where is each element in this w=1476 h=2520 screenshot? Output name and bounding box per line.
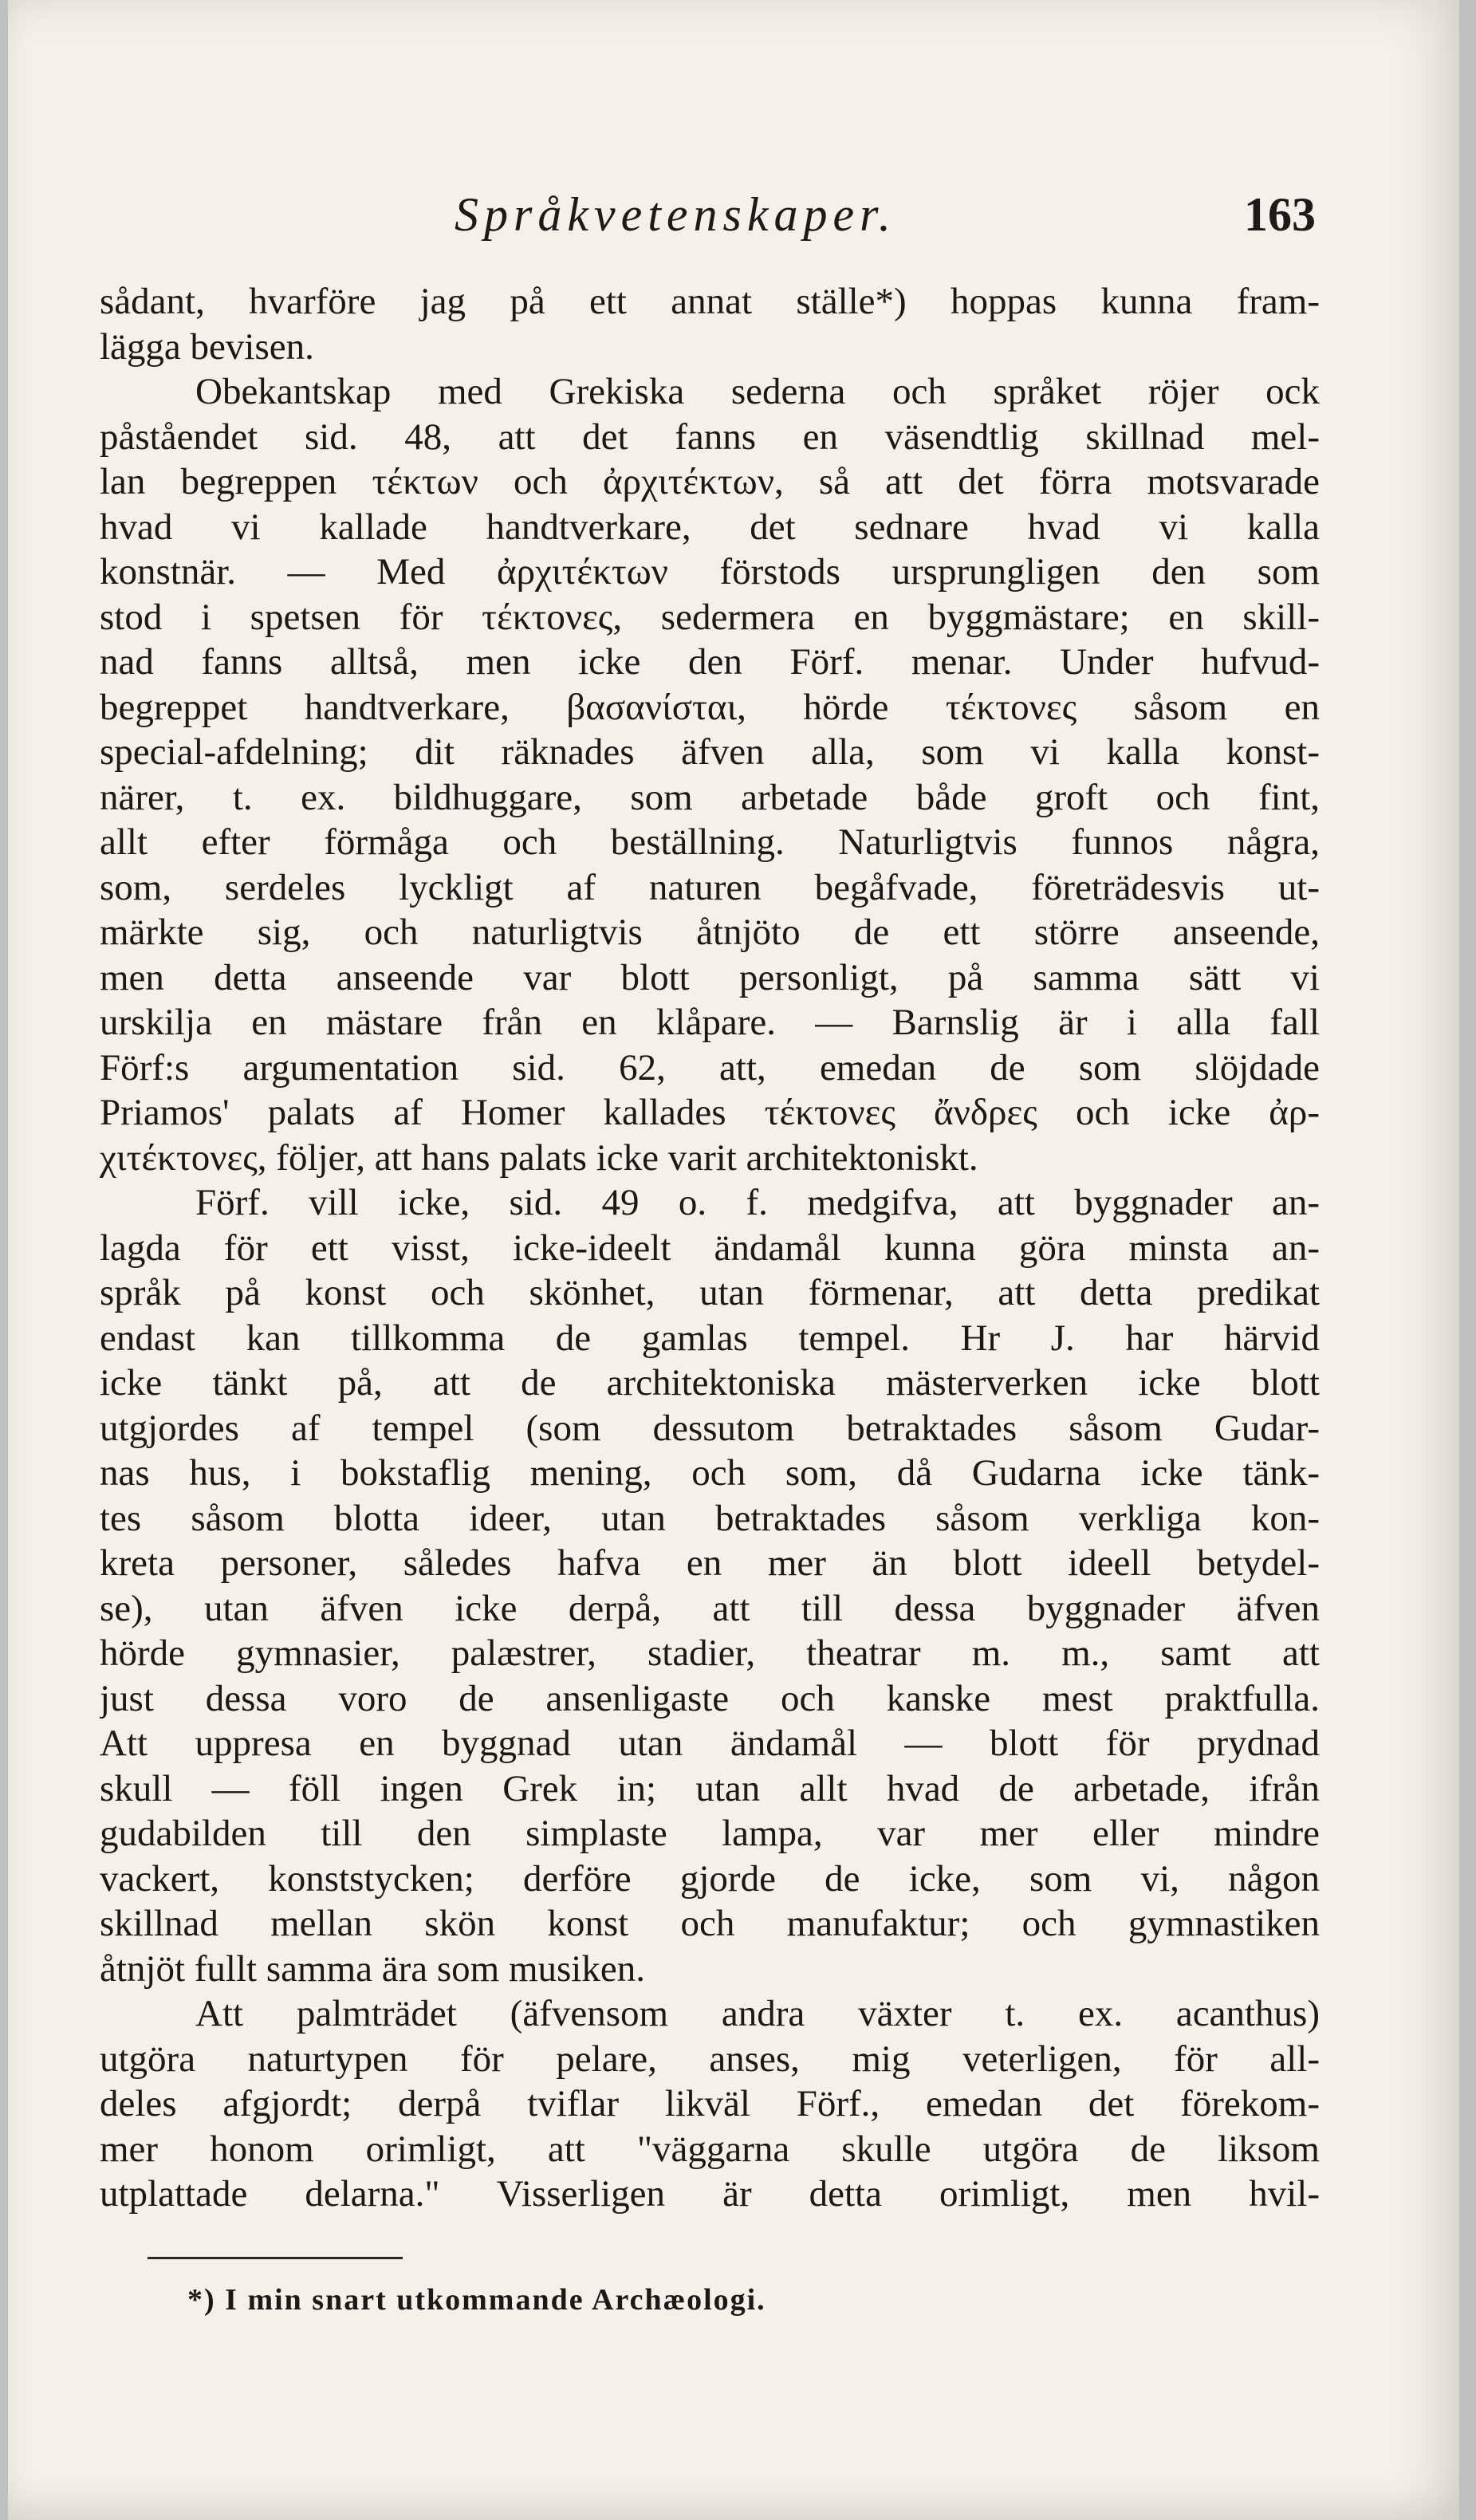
text-line: mer honom orimligt, att "väggarna skulle utgöra de liksom [100,2128,1320,2170]
text-line: nas hus, i bokstaflig mening, och som, då Gudarna icke tänk- [100,1452,1320,1494]
text-line: lagda för ett visst, icke-ideelt ändamål kunna göra minsta an- [100,1227,1320,1269]
text-line: urskilja en mästare från en klåpare. — Barnslig är i alla fall [100,1002,1320,1043]
text-line: lägga bevisen. [100,325,314,368]
text-line: Priamos' palats af Homer kallades τέκτονες ἄνδρες och icke ἀρ- [100,1092,1320,1133]
footnote: *) I min snart utkommande Archæologi. [187,2283,766,2317]
text-line: allt efter förmåga och beställning. Naturligtvis funnos några, [100,821,1320,863]
text-line: tes såsom blotta ideer, utan betraktades såsom verkliga kon- [100,1497,1320,1539]
page-header [96,187,1316,251]
text-line: hörde gymnasier, palæstrer, stadier, theatrar m. m., samt att [100,1632,1320,1674]
text-line: just dessa voro de ansenligaste och kanske mest praktfulla. [100,1677,1320,1719]
text-line: hvad vi kallade handtverkare, det sednare hvad vi kalla [100,506,1320,548]
text-line: lan begreppen τέκτων och ἀρχιτέκτων, så att det förra motsvarade [100,461,1320,502]
text-line: som, serdeles lyckligt af naturen begåfvade, företrädesvis ut- [100,866,1320,908]
text-line: utgöra naturtypen för pelare, anses, mig veterligen, för all- [100,2038,1320,2080]
text-line: konstnär. — Med ἀρχιτέκτων förstods ursprungligen den som [100,551,1320,593]
text-line: Förf. vill icke, sid. 49 o. f. medgifva, att byggnader an- [195,1182,1320,1223]
book-page [8,0,1459,2520]
text-line: gudabilden till den simplaste lampa, var mer eller mindre [100,1813,1320,1854]
text-line: närer, t. ex. bildhuggare, som arbetade både groft och fint, [100,776,1320,818]
text-line: endast kan tillkomma de gamlas tempel. Hr J. har härvid [100,1317,1320,1359]
text-line: χιτέκτονες, följer, att hans palats icke varit architektoniskt. [100,1136,978,1179]
text-line: men detta anseende var blott personligt, på samma sätt vi [100,956,1320,998]
text-line: icke tänkt på, att de architektoniska mästerverken icke blott [100,1362,1320,1404]
text-line: stod i spetsen för τέκτονες, sedermera en byggmästare; en skill- [100,596,1320,638]
text-line: märkte sig, och naturligtvis åtnjöto de ett större anseende, [100,912,1320,953]
footnote-rule [148,2257,403,2259]
text-line: vackert, konststycken; derföre gjorde de icke, som vi, någon [100,1857,1320,1900]
running-head: Språkvetenskaper. [455,188,896,241]
text-line: Förf:s argumentation sid. 62, att, emedan de som slöjdade [100,1046,1320,1089]
text-line: se), utan äfven icke derpå, att till dessa byggnader äfven [100,1587,1320,1629]
text-line: språk på konst och skönhet, utan förmenar, att detta predikat [100,1272,1320,1313]
text-line: deles afgjordt; derpå tviflar likväl Förf., emedan det förekom- [100,2083,1320,2124]
text-line: kreta personer, således hafva en mer än blott ideell betydel- [100,1542,1320,1584]
text-line: Obekantskap med Grekiska sederna och språket röjer ock [195,371,1320,412]
text-line: utgjordes af tempel (som dessutom betraktades såsom Gudar- [100,1407,1320,1449]
text-line: Att uppresa en byggnad utan ändamål — blott för prydnad [100,1723,1320,1764]
text-line: skillnad mellan skön konst och manufaktur; och gymnastiken [100,1903,1320,1944]
page-number: 163 [1244,188,1316,241]
text-line: utplattade delarna." Visserligen är detta orimligt, men hvil- [100,2173,1320,2215]
text-line: sådant, hvarföre jag på ett annat ställe*) hoppas kunna fram- [100,281,1320,322]
text-line: skull — föll ingen Grek in; utan allt hvad de arbetade, ifrån [100,1767,1320,1809]
text-line: påståendet sid. 48, att det fanns en väsendtlig skillnad mel- [100,415,1320,458]
body-text [100,279,1320,2217]
text-line: special-afdelning; dit räknades äfven alla, som vi kalla konst- [100,731,1320,773]
text-line: nad fanns alltså, men icke den Förf. menar. Under hufvud- [100,641,1320,683]
text-line: Att palmträdet (äfvensom andra växter t. ex. acanthus) [195,1993,1320,2034]
text-line: begreppet handtverkare, βασανίσται, hörde τέκτονες såsom en [100,686,1320,728]
text-line: åtnjöt fullt samma ära som musiken. [100,1947,645,1990]
